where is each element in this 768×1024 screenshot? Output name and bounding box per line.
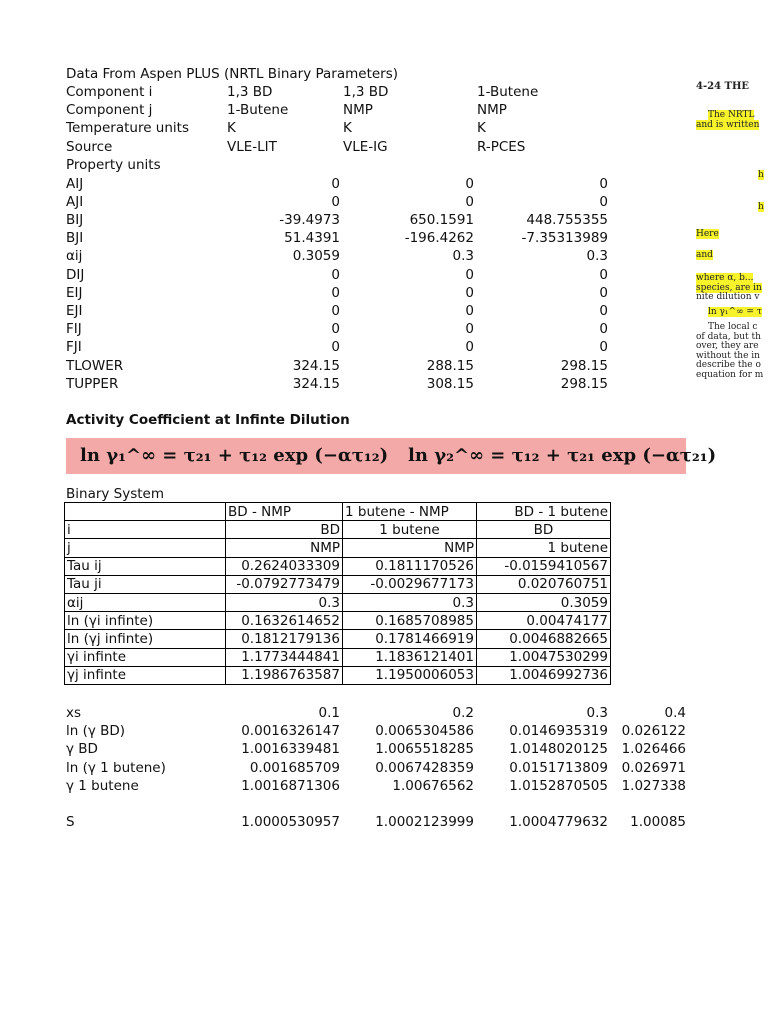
param-value: 0 bbox=[599, 175, 608, 192]
param-cell: R-PCES bbox=[477, 138, 526, 155]
formula-gamma2-inf: ln γ₂^∞ = τ₁₂ + τ₂₁ exp (−ατ₂₁) bbox=[408, 445, 717, 466]
param-value: 0 bbox=[331, 321, 340, 338]
row-label-cell bbox=[65, 503, 226, 521]
param-label: Source bbox=[66, 138, 113, 155]
excerpt-line: equation for m bbox=[696, 369, 764, 380]
param-value: 0 bbox=[465, 266, 474, 283]
row-label-cell: γi infinte bbox=[65, 648, 226, 666]
xs-value: 1.026466 bbox=[621, 741, 686, 758]
excerpt-line: without the in bbox=[696, 350, 760, 361]
excerpt-line: where α, b... bbox=[696, 273, 754, 283]
table-cell: 0.1685708985 bbox=[343, 612, 477, 630]
excerpt-line: nite dilution v bbox=[696, 292, 760, 302]
xs-value: 0.4 bbox=[664, 705, 686, 721]
excerpt-and: and bbox=[696, 250, 713, 260]
param-value: 0 bbox=[331, 284, 340, 301]
xs-value: 1.027338 bbox=[621, 777, 686, 794]
param-value: 0 bbox=[465, 302, 474, 319]
param-value: 0 bbox=[599, 284, 608, 301]
excerpt-line: over, they are bbox=[696, 341, 759, 351]
table-row bbox=[65, 503, 611, 521]
formula-gamma1-inf: ln γ₁^∞ = τ₂₁ + τ₁₂ exp (−ατ₁₂) bbox=[80, 445, 389, 466]
table-cell: BD - NMP bbox=[226, 503, 343, 521]
table-cell: 0.020760751 bbox=[477, 575, 611, 593]
xs-value: 0.0016326147 bbox=[241, 723, 340, 740]
param-label: AIJ bbox=[66, 175, 84, 192]
param-value: 0 bbox=[599, 266, 608, 283]
table-row bbox=[65, 521, 611, 539]
xs-value: 1.0148020125 bbox=[509, 741, 608, 758]
xs-label: xs bbox=[66, 705, 82, 721]
s-value: 1.0002123999 bbox=[375, 814, 474, 830]
param-cell: K bbox=[477, 120, 486, 137]
param-value: 0.3 bbox=[586, 248, 608, 265]
param-value: 0 bbox=[331, 175, 340, 192]
xs-value: 0.026122 bbox=[621, 723, 686, 740]
table-cell: NMP bbox=[226, 539, 343, 557]
xs-value: 0.001685709 bbox=[249, 759, 340, 776]
param-label: Component i bbox=[66, 84, 153, 100]
param-value: -39.4973 bbox=[279, 211, 340, 228]
excerpt-here: Here bbox=[696, 229, 719, 239]
param-value: 0 bbox=[331, 339, 340, 356]
table-cell: BD bbox=[226, 521, 343, 539]
table-row bbox=[65, 575, 611, 593]
row-label-cell: j bbox=[65, 539, 226, 557]
binary-system-label: Binary System bbox=[66, 486, 165, 502]
s-label: S bbox=[66, 814, 75, 830]
param-value: 0 bbox=[599, 193, 608, 210]
param-label: FJI bbox=[66, 339, 82, 356]
xs-label: γ BD bbox=[66, 741, 98, 758]
excerpt-line: species, are in bbox=[696, 282, 762, 293]
excerpt-line: of data, but th bbox=[696, 331, 761, 342]
param-value: 324.15 bbox=[292, 375, 340, 392]
table-cell: 1 butene bbox=[343, 521, 477, 539]
param-value: 0 bbox=[331, 193, 340, 210]
param-cell: K bbox=[227, 120, 236, 137]
table-cell: 0.3059 bbox=[477, 593, 611, 611]
table-cell: -0.0792773479 bbox=[226, 575, 343, 593]
excerpt-line: and is written bbox=[696, 120, 760, 130]
xs-value: 0.2 bbox=[452, 705, 474, 721]
xs-label: ln (γ 1 butene) bbox=[66, 759, 166, 776]
param-value: -196.4262 bbox=[404, 230, 474, 247]
row-label-cell: γj infinte bbox=[65, 666, 226, 684]
param-value: 0 bbox=[331, 266, 340, 283]
table-cell: 0.1781466919 bbox=[343, 630, 477, 648]
table-cell: 1.0047530299 bbox=[477, 648, 611, 666]
param-value: 448.755355 bbox=[526, 211, 608, 228]
table-cell: 0.1811170526 bbox=[343, 557, 477, 575]
row-label-cell: ln (γj infinte) bbox=[65, 630, 226, 648]
table-cell: -0.0159410567 bbox=[477, 557, 611, 575]
xs-label: ln (γ BD) bbox=[66, 723, 126, 740]
table-cell: 0.1632614652 bbox=[226, 612, 343, 630]
table-row bbox=[65, 557, 611, 575]
section-title: Activity Coefficient at Infinte Dilution bbox=[66, 412, 350, 428]
highlight-mark: h bbox=[758, 202, 764, 212]
table-cell: 1.1773444841 bbox=[226, 648, 343, 666]
param-cell: K bbox=[343, 120, 352, 137]
param-value: 0 bbox=[599, 321, 608, 338]
param-value: 308.15 bbox=[426, 375, 474, 392]
s-value: 1.0000530957 bbox=[241, 814, 340, 830]
param-value: -7.35313989 bbox=[521, 230, 608, 247]
param-value: 51.4391 bbox=[284, 230, 340, 247]
param-label: TUPPER bbox=[66, 375, 119, 392]
table-cell: -0.0029677173 bbox=[343, 575, 477, 593]
row-label-cell: αij bbox=[65, 593, 226, 611]
table-row bbox=[65, 593, 611, 611]
param-value: 0 bbox=[465, 339, 474, 356]
param-value: 0 bbox=[599, 339, 608, 356]
param-label: EJI bbox=[66, 302, 83, 319]
table-row bbox=[65, 612, 611, 630]
s-value: 1.0004779632 bbox=[509, 814, 608, 830]
param-value: 0.3059 bbox=[292, 248, 340, 265]
param-value: 0 bbox=[331, 302, 340, 319]
param-label: BIJ bbox=[66, 211, 84, 228]
table-cell: BD bbox=[477, 521, 611, 539]
formula-band bbox=[66, 438, 717, 474]
param-value: 0 bbox=[465, 284, 474, 301]
param-label: BJI bbox=[66, 230, 84, 247]
param-label: AJI bbox=[66, 193, 84, 210]
table-row bbox=[65, 539, 611, 557]
param-cell: VLE-LIT bbox=[227, 138, 277, 155]
param-cell: 1,3 BD bbox=[343, 84, 389, 100]
row-label-cell: ln (γi infinte) bbox=[65, 612, 226, 630]
xs-value: 1.00676562 bbox=[392, 777, 474, 794]
param-value: 298.15 bbox=[560, 357, 608, 374]
param-label: Component j bbox=[66, 102, 153, 119]
table-cell: 0.3 bbox=[226, 593, 343, 611]
table-cell: 1.1986763587 bbox=[226, 666, 343, 684]
param-value: 0 bbox=[465, 193, 474, 210]
param-value: 0 bbox=[465, 175, 474, 192]
param-value: 298.15 bbox=[560, 375, 608, 392]
param-label: TLOWER bbox=[66, 357, 124, 374]
table-row bbox=[65, 666, 611, 684]
table-cell: 0.0046882665 bbox=[477, 630, 611, 648]
param-value: 0.3 bbox=[452, 248, 474, 265]
table-cell: 1 butene bbox=[477, 539, 611, 557]
row-label-cell: i bbox=[65, 521, 226, 539]
xs-value: 0.0146935319 bbox=[509, 723, 608, 740]
table-cell: 0.1812179136 bbox=[226, 630, 343, 648]
xs-value: 1.0016339481 bbox=[241, 741, 340, 758]
xs-value: 0.0067428359 bbox=[375, 759, 474, 776]
param-cell: 1,3 BD bbox=[227, 84, 273, 100]
excerpt-line: describe the o bbox=[696, 360, 761, 370]
param-label: FIJ bbox=[66, 321, 82, 338]
book-excerpt-image bbox=[692, 78, 768, 408]
xs-value: 0.3 bbox=[586, 705, 608, 721]
table-cell: 0.2624033309 bbox=[226, 557, 343, 575]
xs-value: 1.0065518285 bbox=[375, 741, 474, 758]
xs-label: γ 1 butene bbox=[66, 777, 139, 794]
table-row bbox=[65, 648, 611, 666]
table-cell: NMP bbox=[343, 539, 477, 557]
table-cell: 1.1836121401 bbox=[343, 648, 477, 666]
table-cell: 1.0046992736 bbox=[477, 666, 611, 684]
param-cell: NMP bbox=[343, 102, 373, 119]
param-label: EIJ bbox=[66, 284, 83, 301]
table-cell: 1.1950006053 bbox=[343, 666, 477, 684]
param-value: 324.15 bbox=[292, 357, 340, 374]
excerpt-equation: ln γ₁^∞ = τ bbox=[708, 307, 762, 317]
param-value: 288.15 bbox=[426, 357, 474, 374]
s-value: 1.00085 bbox=[630, 814, 686, 830]
xs-value: 0.1 bbox=[318, 705, 340, 721]
xs-value: 0.0065304586 bbox=[375, 723, 474, 740]
param-cell: NMP bbox=[477, 102, 507, 119]
row-label-cell: Tau ij bbox=[65, 557, 226, 575]
xs-value: 1.0016871306 bbox=[241, 777, 340, 794]
row-label-cell: Tau ji bbox=[65, 575, 226, 593]
param-cell: 1-Butene bbox=[477, 84, 539, 100]
binary-system-table bbox=[64, 502, 611, 685]
param-cell: 1-Butene bbox=[227, 102, 289, 119]
excerpt-line: The local c bbox=[708, 322, 758, 332]
excerpt-heading: 4-24 THE bbox=[696, 81, 750, 92]
table-cell: BD - 1 butene bbox=[477, 503, 611, 521]
xs-value: 1.0152870505 bbox=[509, 777, 608, 794]
excerpt-line: The NRTL bbox=[708, 110, 755, 120]
param-value: 0 bbox=[599, 302, 608, 319]
table-cell: 1 butene - NMP bbox=[343, 503, 477, 521]
xs-value: 0.026971 bbox=[621, 759, 686, 776]
param-label: αij bbox=[66, 248, 83, 265]
param-label: Temperature units bbox=[66, 120, 189, 137]
xs-value: 0.0151713809 bbox=[509, 759, 608, 776]
param-cell: VLE-IG bbox=[343, 138, 388, 155]
param-label: DIJ bbox=[66, 266, 85, 283]
table-cell: 0.3 bbox=[343, 593, 477, 611]
table-row bbox=[65, 630, 611, 648]
highlight-mark: h bbox=[758, 170, 764, 180]
param-value: 0 bbox=[465, 321, 474, 338]
sheet-title: Data From Aspen PLUS (NRTL Binary Parameters) bbox=[66, 66, 399, 82]
property-units-label: Property units bbox=[66, 157, 161, 173]
param-value: 650.1591 bbox=[409, 211, 474, 228]
table-cell: 0.00474177 bbox=[477, 612, 611, 630]
